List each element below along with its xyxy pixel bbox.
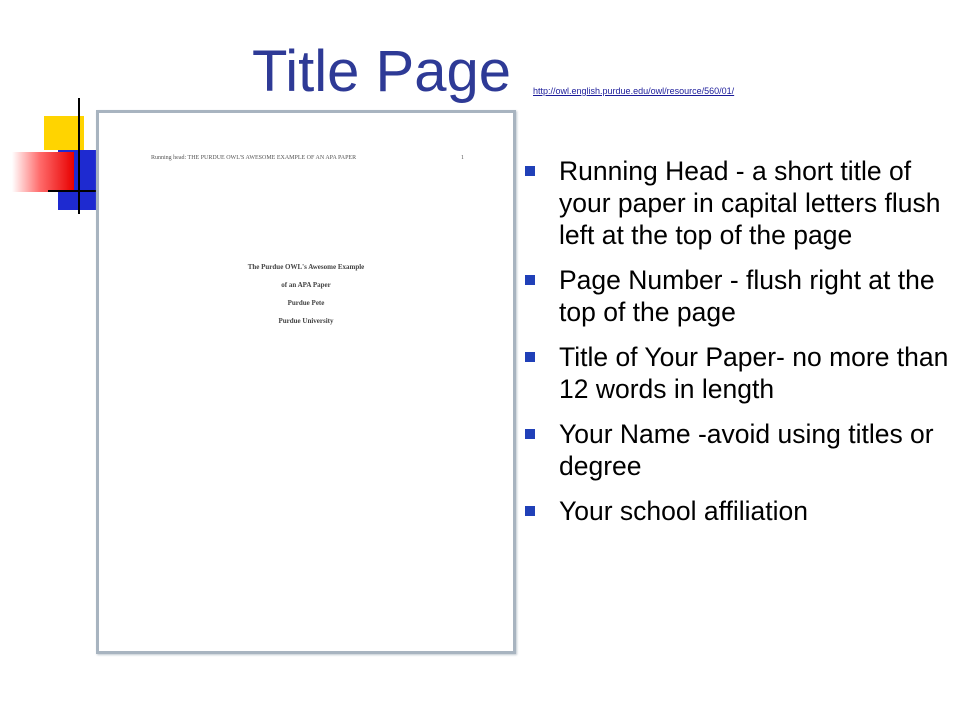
square-bullet-icon xyxy=(525,352,535,362)
paper-title-line: The Purdue OWL's Awesome Example xyxy=(247,263,365,271)
list-item xyxy=(524,418,954,482)
paper-title-block xyxy=(99,263,513,335)
bullet-text: Running Head - a short title of your paper in capital letters flush left at the top of the page xyxy=(559,156,941,250)
paper-author: Purdue Pete xyxy=(287,299,325,307)
paper-running-head: Running head: THE PURDUE OWL'S AWESOME EXAMPLE OF AN APA PAPER xyxy=(151,155,357,161)
apa-paper-thumbnail xyxy=(96,110,516,654)
list-item xyxy=(524,155,954,251)
list-item xyxy=(524,341,954,405)
square-bullet-icon xyxy=(525,429,535,439)
source-link[interactable]: http://owl.english.purdue.edu/owl/resource/560/01/ xyxy=(533,86,735,96)
paper-page-number: 1 xyxy=(461,155,464,161)
bullet-text: Your school affiliation xyxy=(559,496,808,526)
bullet-text: Your Name -avoid using titles or degree xyxy=(559,419,934,481)
paper-affiliation: Purdue University xyxy=(278,317,334,325)
decor-horizontal-line xyxy=(48,190,96,192)
decor-vertical-line xyxy=(78,98,80,214)
list-item xyxy=(524,495,954,527)
list-item xyxy=(524,264,954,328)
square-bullet-icon xyxy=(525,166,535,176)
paper-title-line: of an APA Paper xyxy=(281,281,331,289)
square-bullet-icon xyxy=(525,506,535,516)
bullet-list xyxy=(524,155,954,540)
square-bullet-icon xyxy=(525,275,535,285)
bullet-text: Title of Your Paper- no more than 12 words in length xyxy=(559,342,949,404)
decor-red-gradient-bar xyxy=(12,152,74,192)
slide-title: Title Page xyxy=(252,39,511,104)
bullet-text: Page Number - flush right at the top of the page xyxy=(559,265,935,327)
